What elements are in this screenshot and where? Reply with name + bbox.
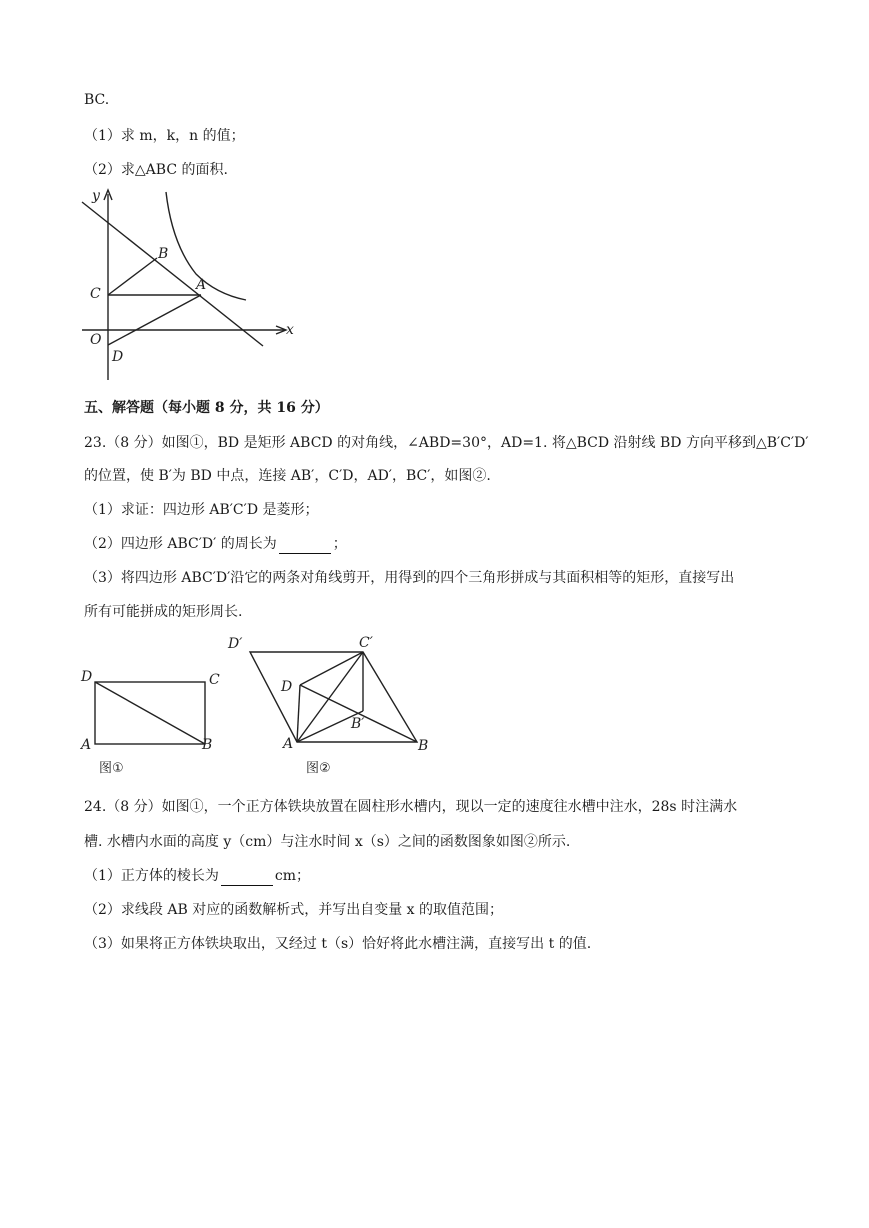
- problem-22-question-1: （1）求 m，k，n 的值；: [84, 128, 245, 144]
- label-d: D: [81, 669, 93, 685]
- question-2-text: （2）四边形 ABC′D′ 的周长为: [84, 536, 277, 552]
- problem-22-question-2: （2）求△ABC 的面积.: [84, 162, 228, 178]
- problem-23-question-1: （1）求证：四边形 AB′C′D 是菱形；: [84, 502, 319, 518]
- label-b: B: [202, 737, 213, 753]
- problem-23-question-3: （3）将四边形 ABC′D′沿它的两条对角线剪开，用得到的四个三角形拼成与其面积相等的矩形，直接写出: [84, 570, 735, 586]
- answer-blank: [221, 871, 273, 886]
- label-x: x: [286, 322, 294, 338]
- problem-23-line-1: 23.（8 分）如图①，BD 是矩形 ABCD 的对角线，∠ABD=30°，AD=1. 将△BCD 沿射线 BD 方向平移到△B′C′D′: [84, 435, 809, 451]
- answer-blank: [279, 539, 331, 554]
- problem-24-line-2: 槽. 水槽内水面的高度 y（cm）与注水时间 x（s）之间的函数图象如图②所示.: [84, 834, 571, 850]
- diagonal-db: [95, 682, 205, 744]
- figure-23-rectangle: [78, 665, 238, 780]
- section-5-heading: 五、解答题（每小题 8 分，共 16 分）: [84, 400, 329, 416]
- label-y: y: [92, 188, 100, 204]
- label-c: C: [209, 672, 220, 688]
- question-1-text: （1）正方体的棱长为: [84, 868, 219, 884]
- label-d: D: [112, 349, 124, 365]
- label-c: C: [90, 286, 101, 302]
- problem-24-question-3: （3）如果将正方体铁块取出，又经过 t（s）恰好将此水槽注满，直接写出 t 的值.: [84, 936, 592, 952]
- problem-23-question-3-cont: 所有可能拼成的矩形周长.: [84, 604, 243, 620]
- label-c-prime: C′: [359, 635, 373, 651]
- label-b-prime: B′: [351, 716, 365, 732]
- label-o: O: [90, 332, 102, 348]
- problem-23-line-2: 的位置，使 B′为 BD 中点，连接 AB′，C′D，AD′，BC′，如图②.: [84, 468, 491, 484]
- segment-da: [108, 295, 201, 345]
- caption-figure-1: 图①: [99, 761, 124, 776]
- segment-d-c: [300, 652, 363, 685]
- label-b: B: [418, 738, 429, 754]
- caption-figure-2: 图②: [306, 761, 331, 776]
- label-b: B: [158, 246, 169, 262]
- problem-24-question-1: [84, 866, 310, 886]
- question-1-unit: cm；: [274, 868, 311, 884]
- parallelogram-abc-d: [250, 652, 417, 742]
- figure-22-graph: [80, 180, 310, 385]
- label-d: D: [281, 679, 293, 695]
- segment-a-d: [297, 685, 300, 742]
- label-a: A: [196, 277, 207, 293]
- label-a: A: [81, 737, 92, 753]
- problem-23-question-2: [84, 534, 347, 554]
- problem-24-line-1: 24.（8 分）如图①，一个正方体铁块放置在圆柱形水槽内，现以一定的速度往水槽中注水，28s 时注满水: [84, 799, 738, 815]
- problem-22-tail: BC.: [84, 92, 110, 108]
- figure-23-parallelogram: [220, 632, 440, 782]
- question-2-end: ；: [332, 536, 347, 552]
- label-a: A: [283, 736, 294, 752]
- label-d-prime: D′: [228, 636, 243, 652]
- problem-24-question-2: （2）求线段 AB 对应的函数解析式，并写出自变量 x 的取值范围；: [84, 902, 504, 918]
- segment-cb: [108, 258, 157, 295]
